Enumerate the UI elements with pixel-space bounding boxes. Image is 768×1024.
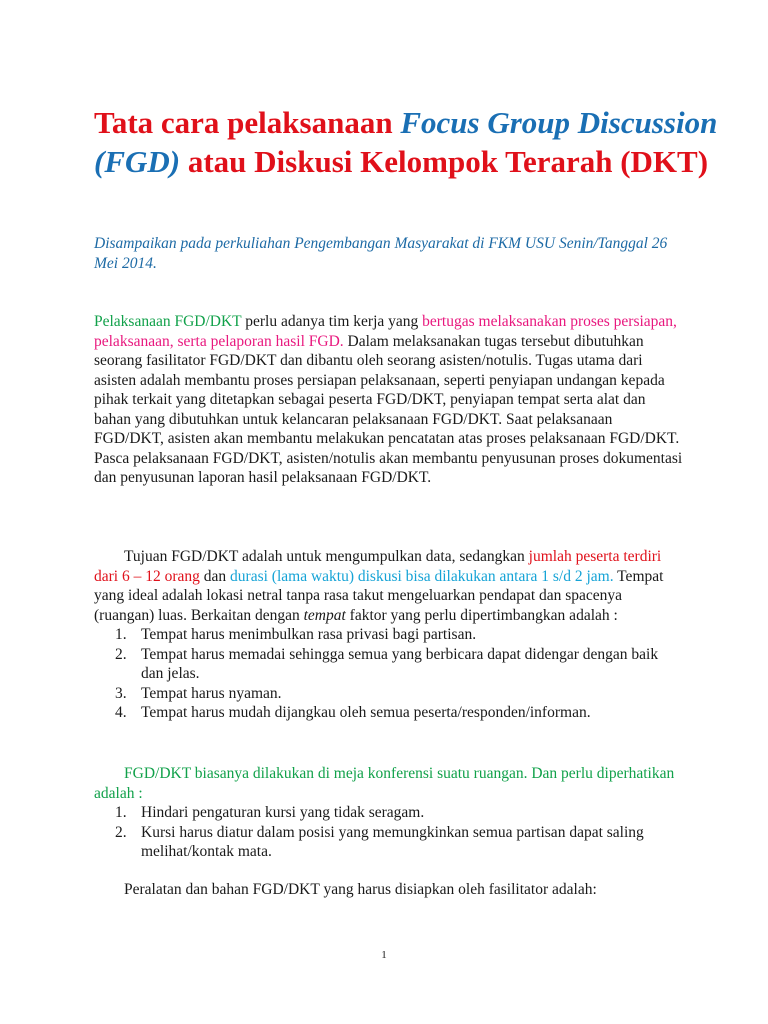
para1-segment-2: perlu adanya tim kerja yang [241, 313, 423, 330]
title-part-2: Focus Group Discussion (FGD) [94, 105, 718, 179]
para1-segment-1: Pelaksanaan FGD/DKT [94, 313, 242, 330]
para2-segment-6: tempat [303, 606, 346, 624]
list-item [94, 684, 684, 704]
page-number: 1 [381, 949, 387, 961]
para1-segment-3: bertugas melaksanakan proses persiapan, pelaksanaan, serta pelaporan hasil FGD. [94, 313, 677, 350]
list-item [94, 803, 684, 823]
list-item [94, 645, 684, 684]
para2-segment-1: Tujuan FGD/DKT adalah untuk mengumpulkan data, sedangkan [124, 548, 529, 565]
para2-segment-7: faktor yang perlu dipertimbangkan adalah : [345, 606, 618, 624]
list-item-text: Kursi harus diatur dalam posisi yang memungkinkan semua partisan dapat saling melihat/kontak mata. [141, 823, 644, 860]
list-item-number: 2. [115, 823, 127, 841]
para2-segment-2: jumlah peserta terdiri dari 6 – 12 orang [94, 548, 662, 585]
title-part-3: atau Diskusi Kelompok Terarah (DKT) [180, 144, 709, 179]
list-1 [94, 625, 684, 723]
document-subtitle: Disampaikan pada perkuliahan Pengembangan Masyarakat di FKM USU Senin/Tanggal 26 Mei 2014. [94, 235, 668, 272]
list-item-number: 4. [115, 704, 127, 721]
list-item-number: 3. [115, 684, 127, 702]
paragraph-3: FGD/DKT biasanya dilakukan di meja konferensi suatu ruangan. Dan perlu diperhatikan adalah : [94, 765, 675, 802]
list-item-number: 1. [115, 804, 127, 821]
list-item-text: Hindari pengaturan kursi yang tidak seragam. [141, 804, 425, 821]
list-item-number: 1. [115, 626, 127, 643]
para2-segment-3: dan [199, 567, 231, 585]
paragraph-1 [94, 312, 684, 488]
list-item-text: Tempat harus nyaman. [141, 684, 282, 702]
list-item-text: Tempat harus mudah dijangkau oleh semua peserta/responden/informan. [141, 704, 591, 721]
title-part-1: Tata cara pelaksanaan [94, 105, 401, 140]
list-item-text: Tempat harus memadai sehingga semua yang berbicara dapat didengar dengan baik dan jelas. [141, 645, 659, 682]
list-item-text: Tempat harus menimbulkan rasa privasi bagi partisan. [141, 626, 477, 643]
list-item [94, 625, 684, 645]
section-3 [94, 764, 684, 862]
document-title [94, 103, 734, 181]
list-item [94, 703, 684, 723]
list-item-number: 2. [115, 645, 127, 663]
para1-segment-4: Dalam melaksanakan tugas tersebut dibutuhkan seorang fasilitator FGD/DKT dan dibantu oleh seorang asisten/notulis. Tugas utama dari asisten adalah membantu proses persiapan pelaksanaan, seperti penyiapan undangan kepada pihak terkait yang ditetapkan sebagai peserta FGD/DKT, penyiapan tempat serta alat dan bahan yang dibutuhkan untuk kelancaran pelaksanaan FGD/DKT. Saat pelaksanaan FGD/DKT, asisten akan membantu melakukan pencatatan atas proses pelaksanaan FGD/DKT. Pasca pelaksanaan FGD/DKT, asisten/notulis akan membantu penyusunan proses dokumentasi dan penyusunan laporan hasil pelaksanaan FGD/DKT. [94, 332, 683, 486]
para2-segment-4: durasi (lama waktu) diskusi bisa dilakukan antara 1 s/d 2 jam. [230, 567, 614, 585]
list-2 [94, 803, 684, 862]
section-2 [94, 547, 684, 723]
list-item [94, 823, 684, 862]
para2-segment-5: Tempat yang ideal adalah lokasi netral tanpa rasa takut mengeluarkan pendapat dan spacenya (ruangan) luas. Berkaitan dengan [94, 567, 664, 624]
paragraph-2 [94, 547, 684, 625]
paragraph-4: Peralatan dan bahan FGD/DKT yang harus disiapkan oleh fasilitator adalah: [124, 881, 597, 898]
